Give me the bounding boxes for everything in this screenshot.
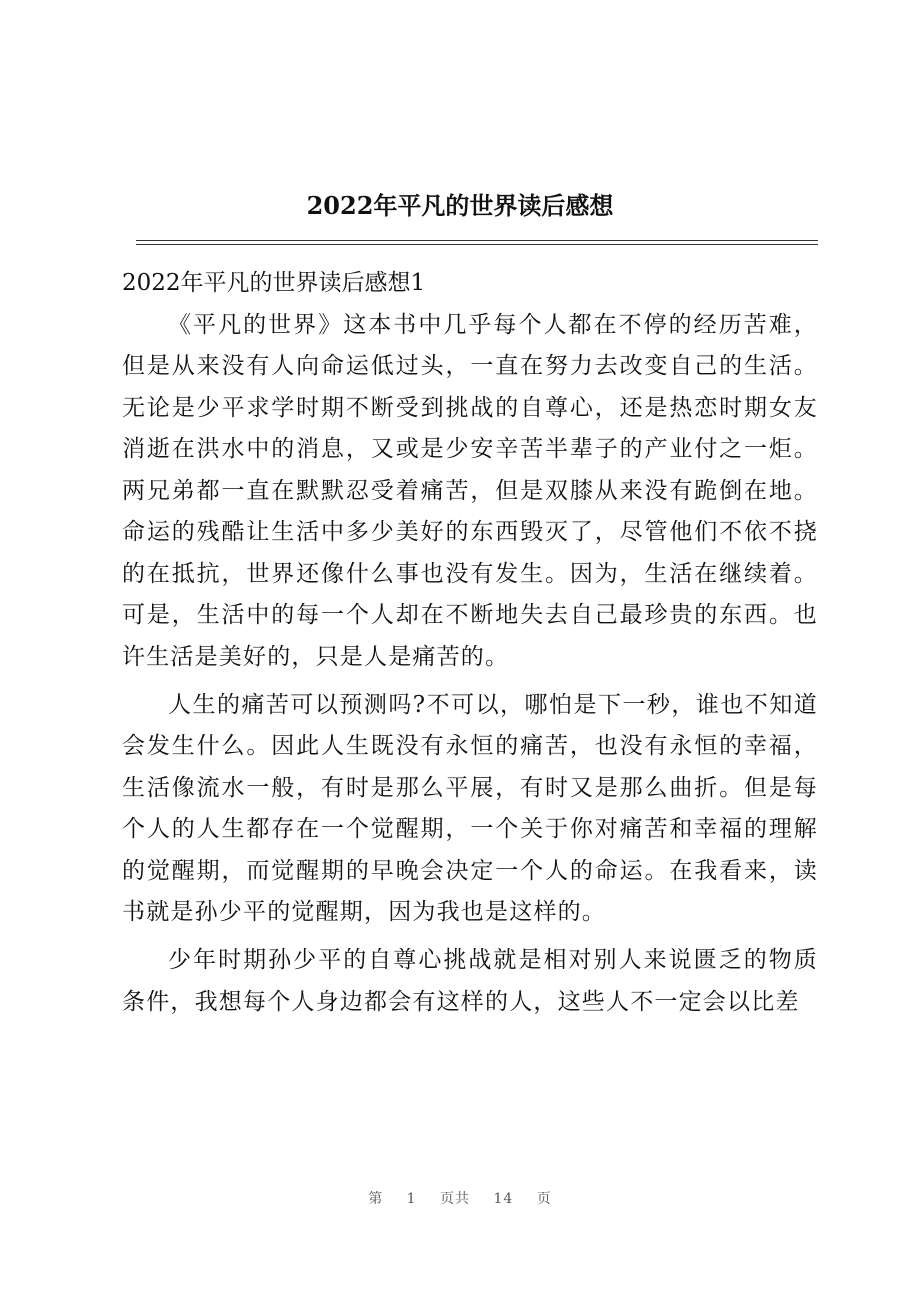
title-divider-line-secondary <box>136 244 818 245</box>
paragraph-1: 《平凡的世界》这本书中几乎每个人都在不停的经历苦难，但是从来没有人向命运低过头，一直在努力去改变自己的生活。无论是少平求学时期不断受到挑战的自尊心，还是热恋时期女友消逝在洪水中的消息，又或是少安辛苦半辈子的产业付之一炬。两兄弟都一直在默默忍受着痛苦，但是双膝从来没有跪倒在地。命运的残酷让生活中多少美好的东西毁灭了，尽管他们不依不挠的在抵抗，世界还像什么事也没有发生。因为，生活在继续着。可是，生活中的每一个人却在不断地失去自己最珍贵的东西。也许生活是美好的，只是人是痛苦的。 <box>122 311 818 670</box>
document-body <box>122 263 818 1030</box>
paragraph-2: 人生的痛苦可以预测吗?不可以，哪怕是下一秒，谁也不知道会发生什么。因此人生既没有永恒的痛苦，也没有永恒的幸福，生活像流水一般，有时是那么平展，有时又是那么曲折。但是每个人的人生都存在一个觉醒期，一个关于你对痛苦和幸福的理解的觉醒期，而觉醒期的早晚会决定一个人的命运。在我看来，读书就是孙少平的觉醒期，因为我也是这样的。 <box>122 691 818 925</box>
footer-suffix: 页 <box>536 1191 552 1207</box>
footer-middle: 页共 <box>440 1191 471 1207</box>
paragraph-3: 少年时期孙少平的自尊心挑战就是相对别人来说匮乏的物质条件，我想每个人身边都会有这样的人，这些人不一定会以比差 <box>122 947 818 1015</box>
footer-prefix: 第 <box>368 1191 384 1207</box>
document-title: 2022年平凡的世界读后感想 <box>306 191 614 220</box>
footer-current-page: 1 <box>406 1191 417 1207</box>
title-divider-line <box>136 240 818 241</box>
footer-total-pages: 14 <box>493 1191 514 1207</box>
page-footer <box>0 1188 920 1208</box>
section-heading: 2022年平凡的世界读后感想1 <box>122 270 426 296</box>
